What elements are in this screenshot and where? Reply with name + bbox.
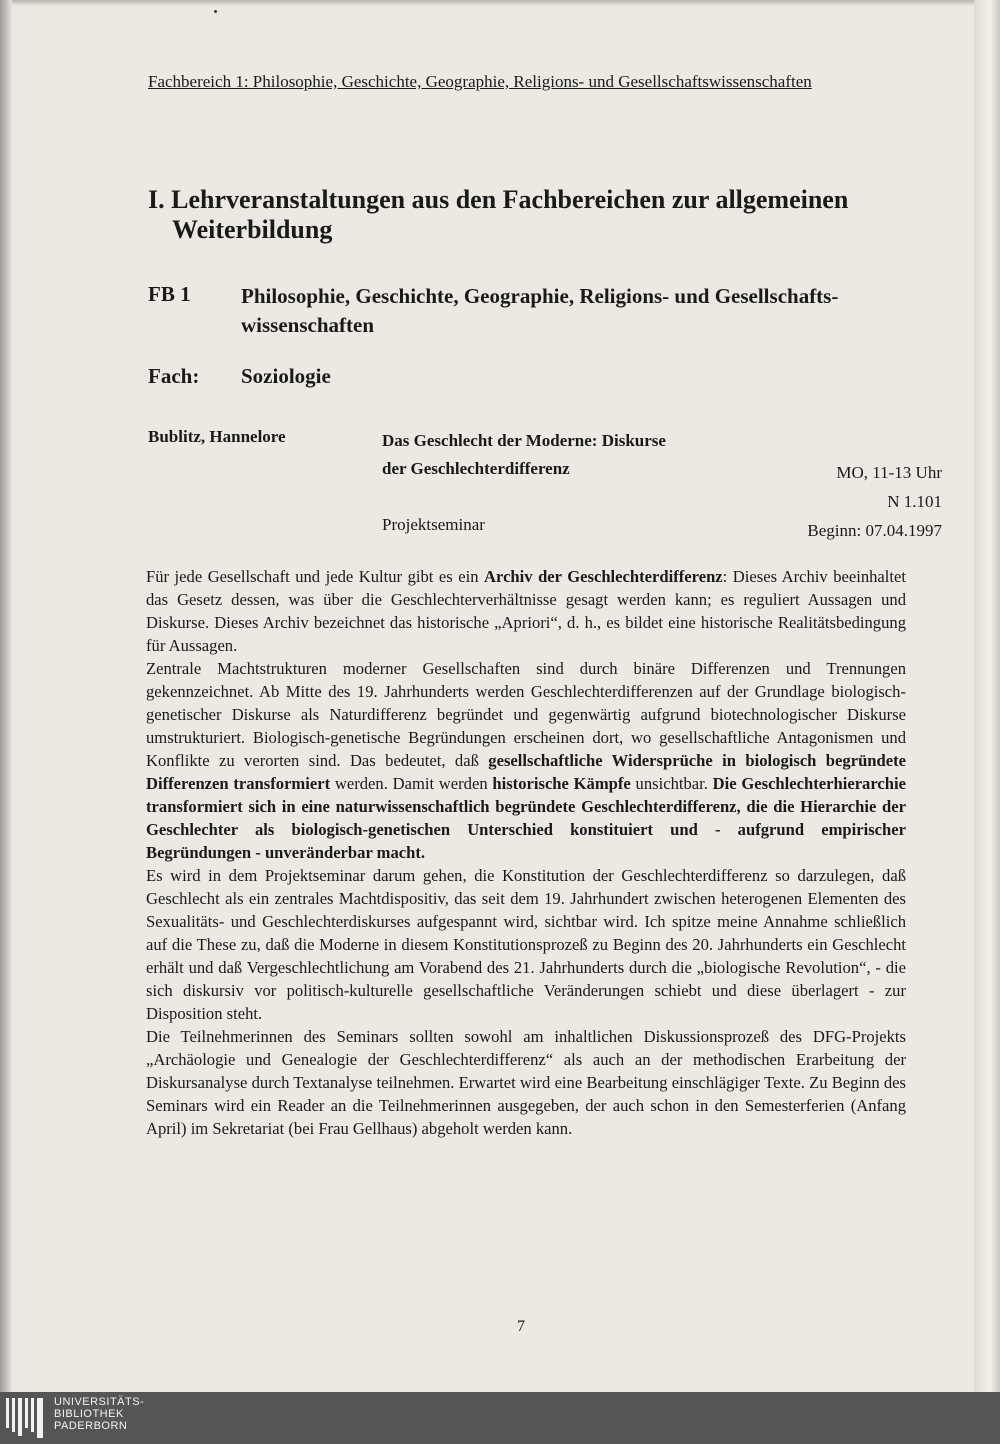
dust-speck — [214, 10, 217, 13]
library-logo-icon — [6, 1398, 46, 1438]
description-paragraph-2 — [146, 657, 906, 864]
emphasis-text: Archiv der Geschlechterdifferenz — [484, 567, 723, 586]
course-room: N 1.101 — [887, 492, 942, 511]
subject-label: Fach: — [148, 364, 200, 388]
department-title-line2: wissenschaften — [241, 313, 375, 337]
description-paragraph-1 — [146, 565, 906, 657]
course-time: MO, 11-13 Uhr — [836, 463, 942, 482]
library-logo-line3: PADERBORN — [54, 1420, 128, 1432]
library-logo-line1: UNIVERSITÄTS- — [54, 1396, 145, 1408]
course-title — [382, 427, 762, 483]
description-paragraph-4: Die Teilnehmerinnen des Seminars sollten sowohl am inhaltlichen Diskussionsprozeß des DFG-Projekts „Archäologie und Genealogie der Geschlechterdifferenz“ als auch an der methodischen Erarbeitung der Diskursanalyse durch Textanalyse teilnehmen. Erwartet wird eine Bearbeitung einschlägiger Texte. Zu Beginn des Seminars wird ein Reader an die Teilnehmerinnen ausgegeben, der auch schon in den Semesterferien (Anfang April) im Sekretariat (bei Frau Gellhaus) abgeholt werden kann. — [146, 1027, 906, 1138]
page-right-edge — [974, 0, 1000, 1392]
text-run: unsichtbar. — [630, 774, 713, 793]
course-title-line2: der Geschlechterdifferenz — [382, 459, 570, 478]
course-meta — [807, 458, 942, 545]
emphasis-text: gesellschaftliche Widersprüche in biologisch begründete Differenzen transformiert — [146, 751, 907, 793]
course-description — [146, 565, 906, 1140]
page-gutter-shadow — [0, 0, 12, 1392]
page-top-edge — [0, 0, 1000, 6]
library-footer-bar — [0, 1392, 1000, 1444]
subject-value: Soziologie — [241, 364, 331, 388]
course-type: Projektseminar — [382, 515, 485, 534]
running-head: Fachbereich 1: Philosophie, Geschichte, Geographie, Religions- und Gesellschaftswissenschaften — [148, 72, 812, 91]
text-run: Zentrale Machtstrukturen moderner Gesellschaften sind durch binäre Differenzen und Trennungen gekennzeichnet. Ab Mitte des 19. Jahrhunderts werden Geschlechterdifferenzen auf der Grundlage biologisch-genetischer Diskurse als Naturdifferenz begründet und gegenwärtig aufgrund biotechnologischer Diskurse umstrukturiert. Biologisch-genetische Begründungen erscheinen dort, wo gesellschaftliche Antagonismen und Konflikte zu verorten sind. Das bedeutet, daß — [146, 659, 906, 770]
text-run: werden. Damit werden — [330, 774, 493, 793]
main-title — [148, 185, 908, 245]
department-label: FB 1 — [148, 282, 191, 306]
emphasis-text: Die Geschlechterhierarchie transformiert sich in eine naturwissenschaftlich begründete Geschlechterdifferenz, die die Hierarchie der Geschlechter als biologisch-genetischen Unterschied konstituiert und - aufgrund empirischer Begründungen - unveränderbar macht. — [146, 774, 906, 862]
course-lecturer: Bublitz, Hannelore — [148, 427, 286, 446]
page-number: 7 — [517, 1318, 525, 1335]
main-title-line1: I. Lehrveranstaltungen aus den Fachbereichen zur allgemeinen — [148, 185, 849, 214]
department-title-line1: Philosophie, Geschichte, Geographie, Religions- und Gesellschafts- — [241, 284, 839, 308]
department-title — [241, 282, 921, 340]
text-run: Für jede Gesellschaft und jede Kultur gibt es ein — [146, 567, 485, 586]
description-paragraph-3: Es wird in dem Projektseminar darum gehen, die Konstitution der Geschlechterdifferenz so darzulegen, daß Geschlecht als ein zentrales Machtdispositiv, das seit dem 19. Jahrhundert zwischen heterogenen Elementen des Sexualitäts- und Geschlechterdiskurses aufgespannt wird, sichtbar wird. Ich spitze meine Annahme schließlich auf die These zu, daß die Moderne in diesem Konstitutionsprozeß zu Beginn des 20. Jahrhunderts ein Geschlecht erhält und daß Vergeschlechtlichung am Vorabend des 21. Jahrhunderts durch die „biologische Revolution“, - die sich diskursiv vor politisch-kulturelle gesellschaftliche Veränderungen schiebt und diese überlagert - zur Disposition steht. — [146, 866, 906, 1023]
library-logo-text — [54, 1396, 144, 1432]
course-start: Beginn: 07.04.1997 — [807, 521, 942, 540]
emphasis-text: historische Kämpfe — [492, 774, 631, 793]
main-title-line2: Weiterbildung — [172, 215, 333, 244]
library-logo-line2: BIBLIOTHEK — [54, 1408, 124, 1420]
text-run: : Dieses Archiv beeinhaltet das Gesetz dessen, was über die Geschlechterverhältnisse gesagt werden kann; es reguliert Aussagen und Diskurse. Dieses Archiv bezeichnet das historische „Apriori“, d. h., es bildet eine historische Realitätsbedingung für Aussagen. — [146, 567, 906, 655]
course-title-line1: Das Geschlecht der Moderne: Diskurse — [382, 431, 666, 450]
